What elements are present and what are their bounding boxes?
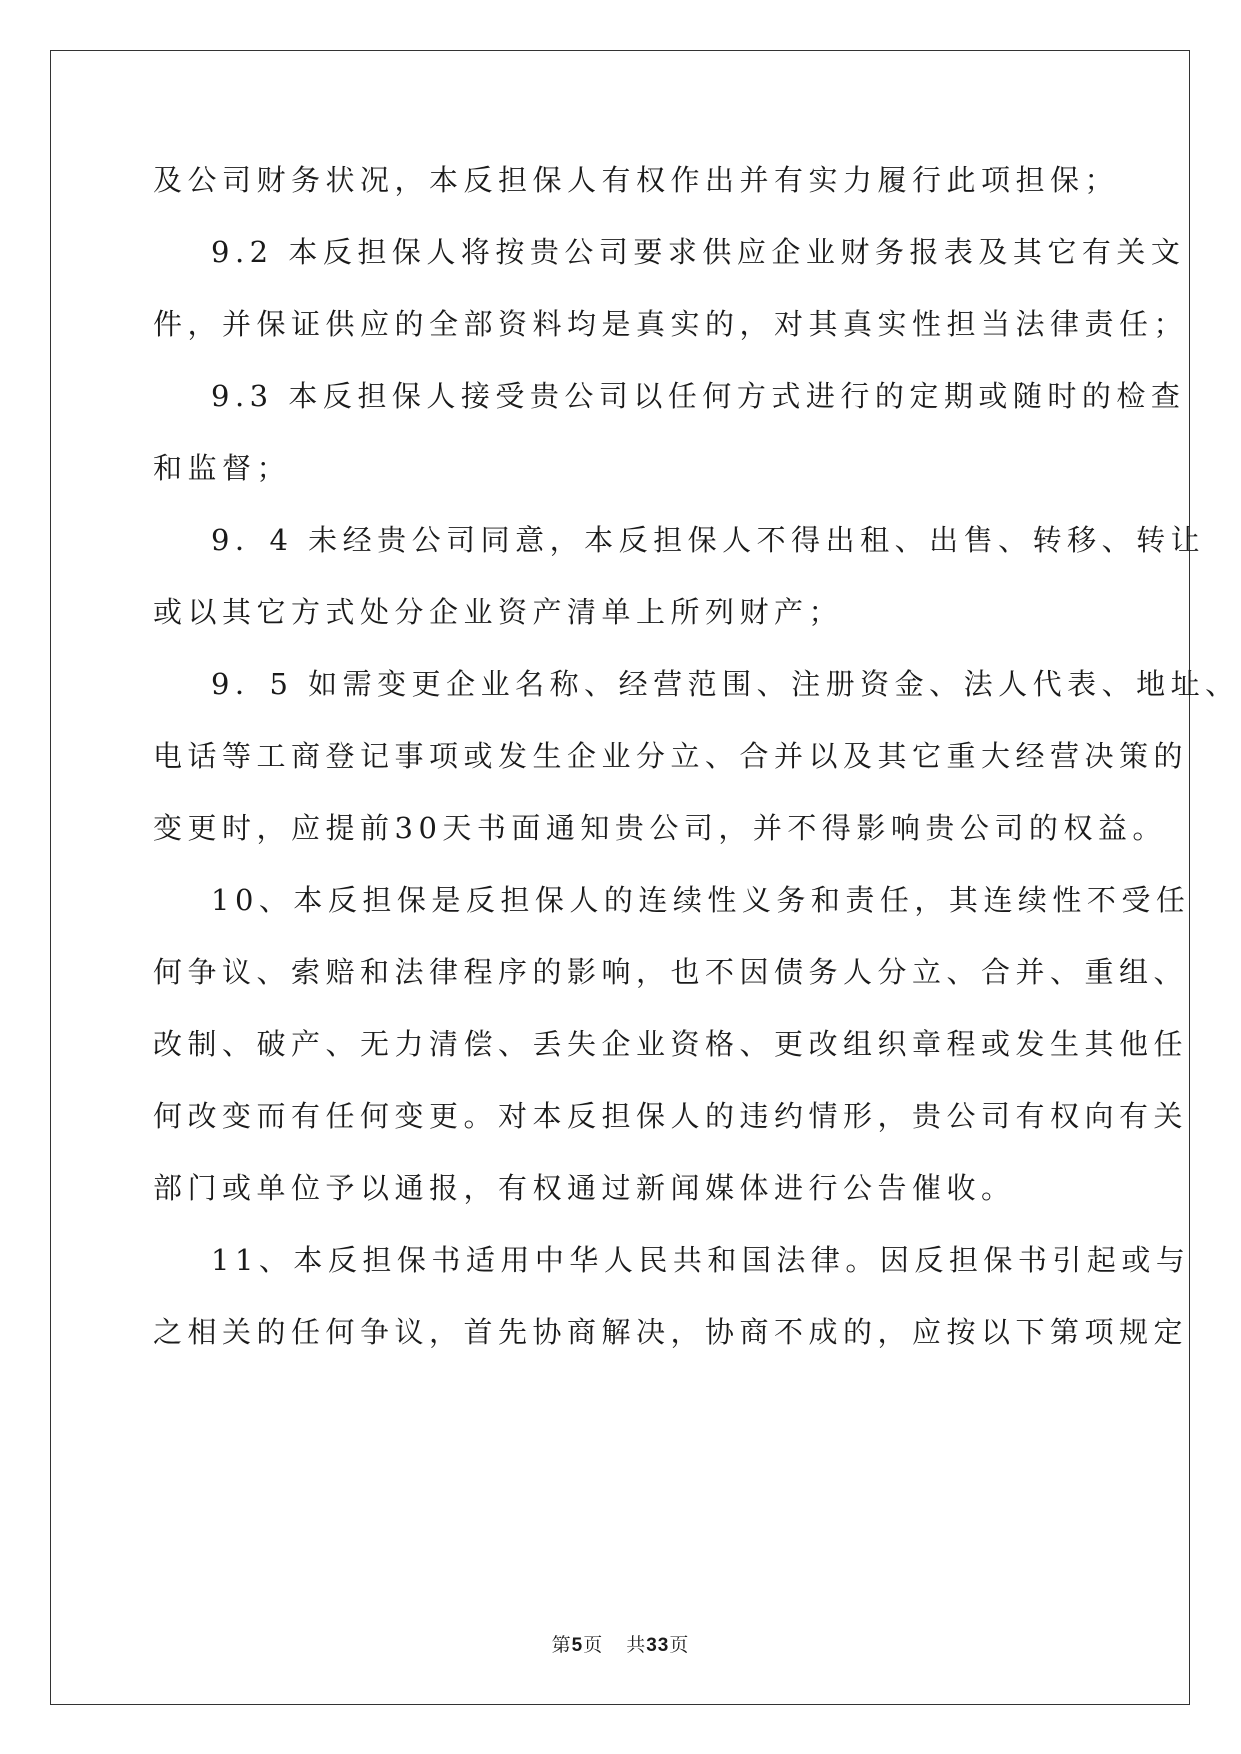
page-footer (0, 1630, 1241, 1657)
text-line: 或以其它方式处分企业资产清单上所列财产； (153, 595, 844, 629)
text-line: 部门或单位予以通报，有权通过新闻媒体进行公告催收。 (153, 1171, 1016, 1205)
page-number: 5 (571, 1635, 584, 1656)
page-prefix: 第 (551, 1635, 572, 1656)
text-line: 改制、破产、无力清偿、丢失企业资格、更改组织章程或发生其他任 (153, 1027, 1189, 1061)
total-prefix: 共 (626, 1635, 647, 1656)
text-line: 何改变而有任何变更。对本反担保人的违约情形，贵公司有权向有关 (153, 1099, 1189, 1133)
total-pages: 33 (646, 1635, 670, 1656)
text-line: 10、本反担保是反担保人的连续性义务和责任，其连续性不受任 (211, 883, 1191, 917)
text-line: 11、本反担保书适用中华人民共和国法律。因反担保书引起或与 (211, 1243, 1191, 1277)
text-line: 何争议、索赔和法律程序的影响，也不因债务人分立、合并、重组、 (153, 955, 1189, 989)
text-line: 9.3 本反担保人接受贵公司以任何方式进行的定期或随时的检查 (211, 379, 1186, 413)
text-line: 变更时，应提前30天书面通知贵公司，并不得影响贵公司的权益。 (153, 811, 1167, 845)
text-line: 9．5 如需变更企业名称、经营范围、注册资金、法人代表、地址、 (211, 667, 1240, 701)
text-line: 之相关的任何争议，首先协商解决，协商不成的，应按以下第项规定 (153, 1315, 1189, 1349)
page-suffix: 页 (583, 1635, 604, 1656)
text-line: 电话等工商登记事项或发生企业分立、合并以及其它重大经营决策的 (153, 739, 1189, 773)
text-line: 9．4 未经贵公司同意，本反担保人不得出租、出售、转移、转让 (211, 523, 1206, 557)
text-line: 及公司财务状况，本反担保人有权作出并有实力履行此项担保； (153, 163, 1120, 197)
text-line: 9.2 本反担保人将按贵公司要求供应企业财务报表及其它有关文 (211, 235, 1186, 269)
text-line: 件，并保证供应的全部资料均是真实的，对其真实性担当法律责任； (153, 307, 1189, 341)
text-line: 和监督； (153, 451, 292, 485)
page-border (50, 50, 1190, 1705)
total-suffix: 页 (669, 1635, 690, 1656)
